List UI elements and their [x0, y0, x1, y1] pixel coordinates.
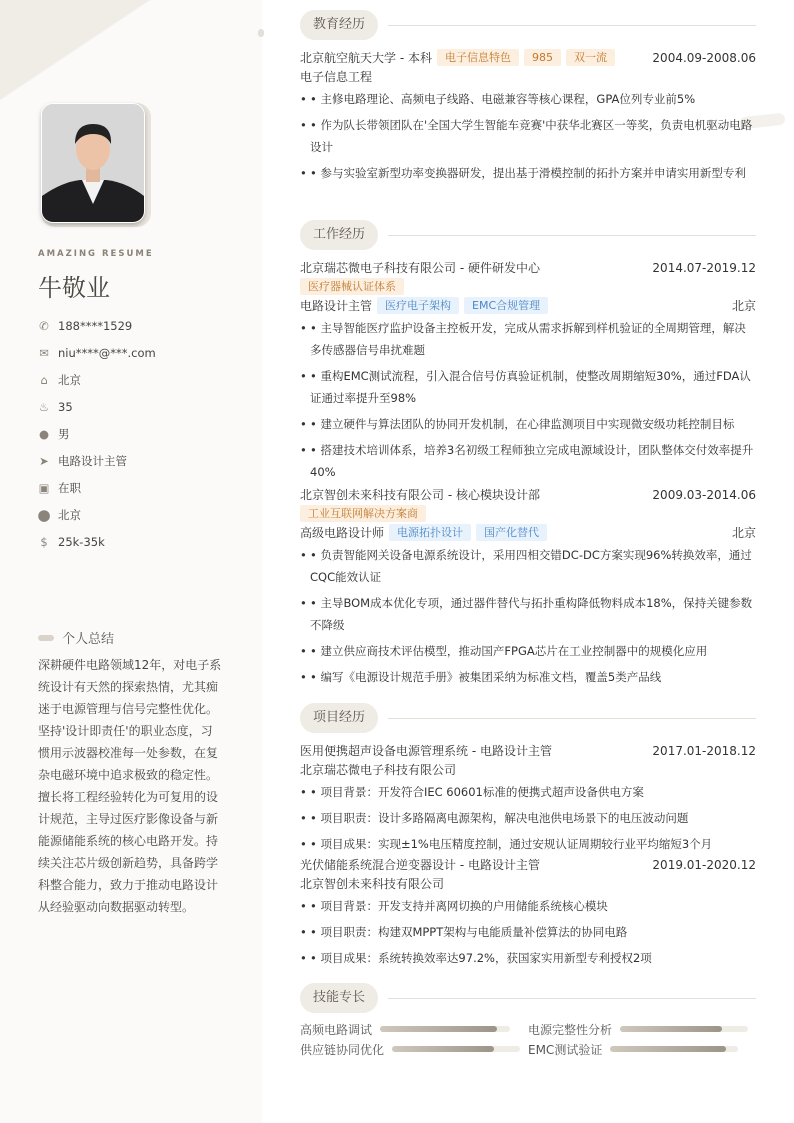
list-item: • • 搭建技术培训体系，培养3名初级工程师独立完成电源域设计，团队整体交付效率提升40% [300, 443, 754, 479]
info-row-target-city [38, 501, 156, 528]
school-name: 北京航空航天大学 - 本科 [300, 51, 432, 65]
project-entry [300, 855, 756, 973]
section-title: 项目经历 [300, 703, 378, 733]
skill-item [300, 1041, 528, 1058]
work-city: 北京 [731, 526, 756, 540]
section-divider [388, 25, 756, 26]
list-item: • • 项目背景：开发符合IEC 60601标准的便携式超声设备供电方案 [300, 785, 644, 799]
skill-name: EMC测试验证 [528, 1042, 603, 1057]
work-entry [300, 485, 756, 692]
skill-item [300, 1021, 528, 1038]
list-item: • • 建立供应商技术评估模型，推动国产FPGA芯片在工业控制器中的规模化应用 [300, 644, 708, 658]
major-name: 电子信息工程 [300, 70, 373, 84]
project-entry [300, 741, 756, 859]
project-date: 2019.01-2020.12 [652, 857, 756, 872]
email-text: niu****@***.com [58, 345, 156, 360]
major-row [300, 67, 756, 86]
work-city: 北京 [731, 299, 756, 313]
section-title: 工作经历 [300, 220, 378, 250]
project-name: 光伏储能系统混合逆变器设计 - 电路设计主管 [300, 858, 540, 872]
work-header [300, 485, 756, 504]
skill-tag: 电源拓扑设计 [389, 524, 471, 541]
section-divider [388, 235, 756, 236]
skills-list [300, 1020, 756, 1060]
brand-label: AMAZING RESUME [38, 249, 154, 259]
salary-icon: $ [40, 534, 48, 549]
education-date: 2004.09-2008.06 [652, 50, 756, 65]
project-header [300, 741, 756, 760]
skill-bar-fill [620, 1026, 722, 1032]
salary-text: 25k-35k [58, 534, 105, 549]
work-entry [300, 258, 756, 487]
list-item: • • 项目职责：设计多路隔离电源架构，解决电池供电场景下的电压波动问题 [300, 811, 689, 825]
position-row [300, 296, 756, 315]
avatar [41, 103, 145, 223]
target-city-text: 北京 [58, 507, 81, 522]
list-item: • • 参与实验室新型功率变换器研发，提出基于滑模控制的拓扑方案并申请实用新型专利 [300, 166, 746, 180]
avatar-portrait [42, 104, 144, 222]
summary-title: 个人总结 [62, 632, 115, 647]
list-item: • • 项目背景：开发支持并离网切换的户用储能系统核心模块 [300, 899, 608, 913]
skill-name: 供应链协同优化 [300, 1042, 385, 1057]
skill-tag: 医疗电子架构 [377, 297, 459, 314]
section-divider [388, 718, 756, 719]
skill-item [528, 1021, 756, 1038]
position-title: 电路设计主管 [300, 299, 373, 313]
project-bullets [300, 895, 756, 969]
skill-bar-fill [392, 1046, 494, 1052]
contact-info-list [38, 312, 156, 555]
work-bullets [300, 317, 756, 483]
list-item: • • 项目成果：实现±1%电压精度控制，通过安规认证周期较行业平均缩短3个月 [300, 837, 713, 851]
school-tag: 电子信息特色 [437, 49, 519, 66]
skill-name: 高频电路调试 [300, 1022, 373, 1037]
briefcase-icon: ▣ [38, 480, 50, 495]
list-item: • • 重构EMC测试流程，引入混合信号仿真验证机制，使整改周期缩短30%，通过FDA认证通过率提升至98% [300, 369, 751, 405]
status-text: 在职 [58, 480, 81, 495]
list-item: • • 作为队长带领团队在'全国大学生智能车竞赛'中获华北赛区一等奖，负责电机驱动电路设计 [300, 118, 753, 154]
send-icon: ➤ [39, 453, 49, 468]
decorative-triangle [0, 0, 150, 100]
skill-bar [380, 1026, 510, 1032]
project-name: 医用便携超声设备电源管理系统 - 电路设计主管 [300, 744, 552, 758]
skill-bar-fill [610, 1046, 725, 1052]
industry-tag: 医疗器械认证体系 [300, 278, 404, 295]
skill-item [528, 1041, 756, 1058]
project-header [300, 855, 756, 874]
company-name: 北京智创未来科技有限公司 - 核心模块设计部 [300, 488, 540, 502]
project-company-row [300, 874, 756, 893]
work-date: 2009.03-2014.06 [652, 487, 756, 502]
section-projects-heading [300, 703, 756, 733]
list-item: • • 负责智能网关设备电源系统设计，采用四相交错DC-DC方案实现96%转换效率，通过CQC能效认证 [300, 548, 752, 584]
skill-bar [392, 1046, 520, 1052]
section-skills-heading [300, 983, 756, 1013]
work-bullets [300, 544, 756, 688]
project-date: 2017.01-2018.12 [652, 743, 756, 758]
project-company: 北京瑞芯微电子科技有限公司 [300, 763, 457, 777]
education-header [300, 48, 756, 67]
info-row-phone [38, 312, 156, 339]
list-item: • • 主导智能医疗监护设备主控板开发，完成从需求拆解到样机验证的全周期管理，解决多传感器信号串扰难题 [300, 321, 746, 357]
section-work-heading [300, 220, 756, 250]
info-row-target-position [38, 447, 156, 474]
list-item: • • 主导BOM成本优化专项，通过器件替代与拓扑重构降低物料成本18%，保持关键参数不降级 [300, 596, 753, 632]
project-company-row [300, 760, 756, 779]
section-title: 教育经历 [300, 10, 378, 40]
position-row [300, 523, 756, 542]
skill-bar [610, 1046, 738, 1052]
work-date: 2014.07-2019.12 [652, 260, 756, 275]
info-row-home [38, 366, 156, 393]
summary-heading [38, 628, 114, 647]
info-row-age [38, 393, 156, 420]
section-divider [388, 998, 756, 999]
cake-icon: ♨ [38, 399, 50, 414]
list-item: • • 建立硬件与算法团队的协同开发机制，在心律监测项目中实现微安级功耗控制目标 [300, 417, 735, 431]
gender-icon: ● [38, 426, 50, 441]
summary-heading-marker [38, 635, 54, 641]
decorative-dot [258, 29, 264, 37]
location-icon: ⬤ [37, 507, 51, 522]
skill-tag: EMC合规管理 [464, 297, 548, 314]
education-entry [300, 48, 756, 188]
summary-text: 深耕硬件电路领域12年，对电子系统设计有天然的探索热情，尤其痴迷于电源管理与信号完整性优化。坚持'设计即责任'的职业态度，习惯用示波器校准每一处参数，在复杂电磁环境中追求极致的稳定性。擅长将工程经验转化为可复用的设计规范，主导过医疗影像设备与新能源储能系统的核心电路开发。持续关注芯片级创新趋势，具备跨学科整合能力，致力于推动电路设计从经验驱动向数据驱动转型。 [38, 658, 222, 914]
skill-name: 电源完整性分析 [528, 1022, 613, 1037]
skill-tag: 国产化替代 [476, 524, 547, 541]
company-name: 北京瑞芯微电子科技有限公司 - 硬件研发中心 [300, 261, 540, 275]
industry-tag: 工业互联网解决方案商 [300, 505, 426, 522]
info-row-email [38, 339, 156, 366]
age-text: 35 [58, 399, 73, 414]
section-education-heading [300, 10, 756, 40]
mail-icon: ✉ [39, 345, 49, 360]
info-row-gender [38, 420, 156, 447]
home-text: 北京 [58, 372, 81, 387]
industry-row [300, 504, 756, 523]
skill-bar-fill [380, 1026, 497, 1032]
gender-text: 男 [58, 426, 70, 441]
target-position-text: 电路设计主管 [58, 453, 127, 468]
school-tag: 985 [524, 49, 561, 66]
list-item: • • 编写《电源设计规范手册》被集团采纳为标准文档，覆盖5类产品线 [300, 670, 662, 684]
section-title: 技能专长 [300, 983, 378, 1013]
education-bullets [300, 88, 756, 184]
project-bullets [300, 781, 756, 855]
project-company: 北京智创未来科技有限公司 [300, 877, 445, 891]
list-item: • • 主修电路理论、高频电子线路、电磁兼容等核心课程，GPA位列专业前5% [300, 92, 696, 106]
info-row-status [38, 474, 156, 501]
candidate-name: 牛敬业 [38, 274, 110, 302]
industry-row [300, 277, 756, 296]
list-item: • • 项目职责：构建双MPPT架构与电能质量补偿算法的协同电路 [300, 925, 628, 939]
position-title: 高级电路设计师 [300, 526, 385, 540]
work-header [300, 258, 756, 277]
skill-bar [620, 1026, 748, 1032]
phone-text: 188****1529 [58, 318, 133, 333]
school-tag: 双一流 [566, 49, 615, 66]
list-item: • • 项目成果：系统转换效率达97.2%，获国家实用新型专利授权2项 [300, 951, 652, 965]
phone-icon: ✆ [39, 318, 49, 333]
info-row-salary [38, 528, 156, 555]
home-icon: ⌂ [40, 372, 48, 387]
